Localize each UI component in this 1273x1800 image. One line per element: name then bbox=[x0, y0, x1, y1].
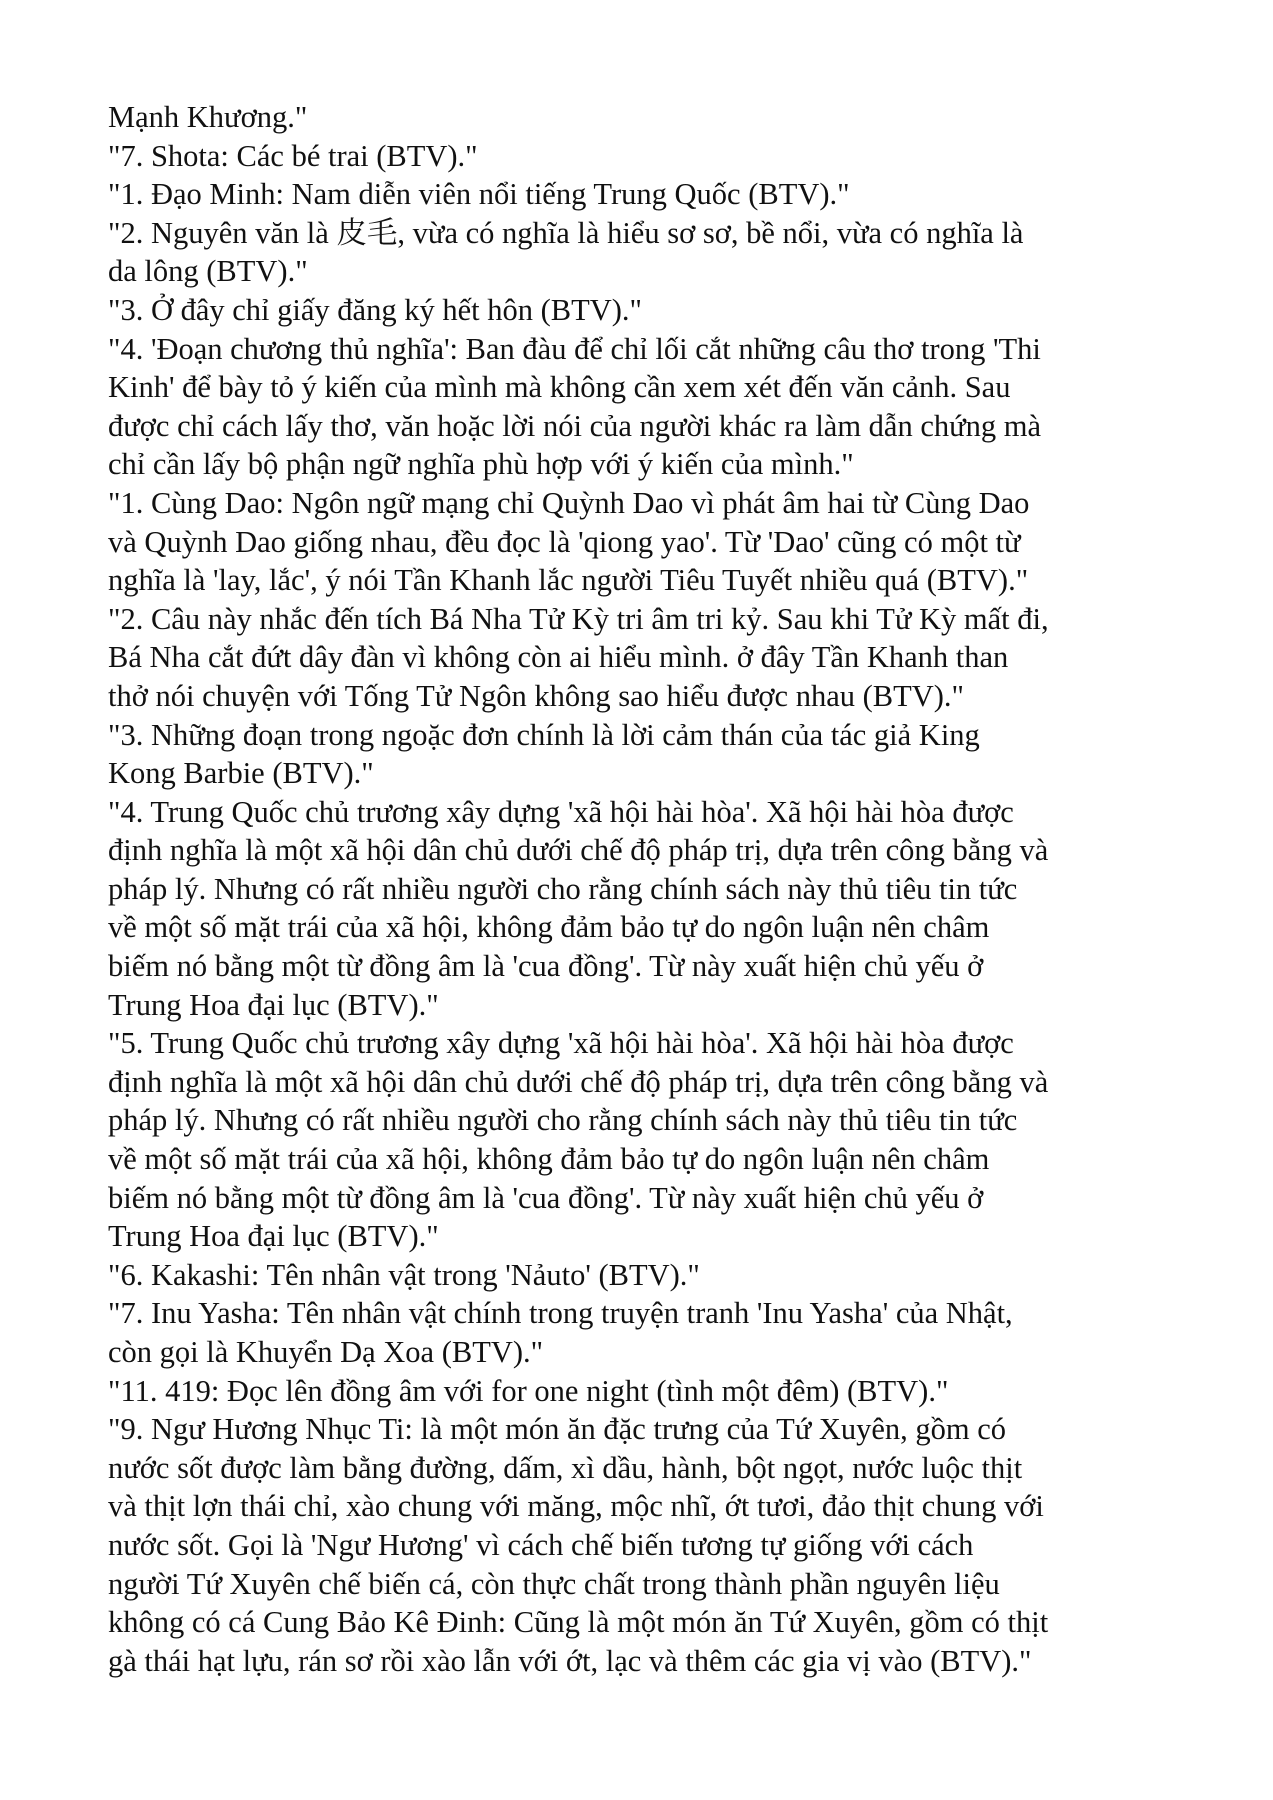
text-line: Trung Hoa đại lục (BTV)." bbox=[108, 987, 439, 1022]
text-line: "3. Ở đây chỉ giấy đăng ký hết hôn (BTV)." bbox=[108, 292, 642, 327]
text-line: Kong Barbie (BTV)." bbox=[108, 756, 374, 791]
text-line: biếm nó bằng một từ đồng âm là 'cua đồng'. Từ này xuất hiện chủ yếu ở bbox=[108, 949, 984, 984]
text-line: không có cá Cung Bảo Kê Đinh: Cũng là một món ăn Tứ Xuyên, gồm có thịt bbox=[108, 1605, 1049, 1640]
text-line: "1. Đạo Minh: Nam diễn viên nổi tiếng Trung Quốc (BTV)." bbox=[108, 177, 850, 212]
text-line: pháp lý. Nhưng có rất nhiều người cho rằng chính sách này thủ tiêu tin tức bbox=[108, 1103, 1018, 1138]
text-line: da lông (BTV)." bbox=[108, 254, 308, 289]
text-line: định nghĩa là một xã hội dân chủ dưới chế độ pháp trị, dựa trên công bằng và bbox=[108, 833, 1049, 868]
text-line: thở nói chuyện với Tống Tử Ngôn không sao hiểu được nhau (BTV)." bbox=[108, 678, 965, 713]
text-line: nước sốt được làm bằng đường, dấm, xì dầu, hành, bột ngọt, nước luộc thịt bbox=[108, 1450, 1023, 1485]
text-line: "6. Kakashi: Tên nhân vật trong 'Nảuto' (BTV)." bbox=[108, 1257, 700, 1292]
text-line: "2. Nguyên văn là 皮毛, vừa có nghĩa là hiểu sơ sơ, bề nổi, vừa có nghĩa là bbox=[108, 215, 1024, 250]
text-line: nước sốt. Gọi là 'Ngư Hương' vì cách chế biến tương tự giống với cách bbox=[108, 1527, 974, 1562]
text-line: chỉ cần lấy bộ phận ngữ nghĩa phù hợp với ý kiến của mình." bbox=[108, 447, 854, 482]
text-line: "11. 419: Đọc lên đồng âm với for one night (tình một đêm) (BTV)." bbox=[108, 1373, 949, 1408]
text-line: về một số mặt trái của xã hội, không đảm bảo tự do ngôn luận nên châm bbox=[108, 1142, 990, 1177]
text-line: định nghĩa là một xã hội dân chủ dưới chế độ pháp trị, dựa trên công bằng và bbox=[108, 1064, 1049, 1099]
text-line: "7. Inu Yasha: Tên nhân vật chính trong truyện tranh 'Inu Yasha' của Nhật, bbox=[108, 1296, 1013, 1331]
text-line: "4. Trung Quốc chủ trương xây dựng 'xã hội hài hòa'. Xã hội hài hòa được bbox=[108, 794, 1014, 829]
text-line: còn gọi là Khuyển Dạ Xoa (BTV)." bbox=[108, 1335, 544, 1369]
text-line: Kinh' để bày tỏ ý kiến của mình mà không cần xem xét đến văn cảnh. Sau bbox=[108, 370, 1011, 405]
text-line: Bá Nha cắt đứt dây đàn vì không còn ai hiểu mình. ở đây Tần Khanh than bbox=[108, 640, 1009, 675]
text-line: "3. Những đoạn trong ngoặc đơn chính là lời cảm thán của tác giả King bbox=[108, 717, 980, 752]
text-line: nghĩa là 'lay, lắc', ý nói Tần Khanh lắc người Tiêu Tuyết nhiều quá (BTV)." bbox=[108, 563, 1029, 598]
text-line: "9. Ngư Hương Nhục Ti: là một món ăn đặc trưng của Tứ Xuyên, gồm có bbox=[108, 1412, 1007, 1447]
text-line: Trung Hoa đại lục (BTV)." bbox=[108, 1219, 439, 1254]
text-line: "7. Shota: Các bé trai (BTV)." bbox=[108, 138, 478, 173]
text-line: "4. 'Đoạn chương thủ nghĩa': Ban đàu để chỉ lối cắt những câu thơ trong 'Thi bbox=[108, 331, 1041, 366]
text-line: "5. Trung Quốc chủ trương xây dựng 'xã hội hài hòa'. Xã hội hài hòa được bbox=[108, 1026, 1014, 1061]
text-line: "1. Cùng Dao: Ngôn ngữ mạng chỉ Quỳnh Dao vì phát âm hai từ Cùng Dao bbox=[108, 485, 1030, 520]
text-line: pháp lý. Nhưng có rất nhiều người cho rằng chính sách này thủ tiêu tin tức bbox=[108, 871, 1018, 906]
text-line: biếm nó bằng một từ đồng âm là 'cua đồng'. Từ này xuất hiện chủ yếu ở bbox=[108, 1180, 984, 1215]
text-line: người Tứ Xuyên chế biến cá, còn thực chất trong thành phần nguyên liệu bbox=[108, 1566, 1000, 1601]
text-line: gà thái hạt lựu, rán sơ rồi xào lẫn với ớt, lạc và thêm các gia vị vào (BTV)." bbox=[108, 1643, 1032, 1678]
text-line: và thịt lợn thái chỉ, xào chung với măng, mộc nhĩ, ớt tươi, đảo thịt chung với bbox=[108, 1489, 1044, 1524]
text-line: Mạnh Khương." bbox=[108, 100, 308, 134]
text-line: "2. Câu này nhắc đến tích Bá Nha Tử Kỳ tri âm tri kỷ. Sau khi Tử Kỳ mất đi, bbox=[108, 601, 1049, 636]
text-line: về một số mặt trái của xã hội, không đảm bảo tự do ngôn luận nên châm bbox=[108, 910, 990, 945]
document-page bbox=[108, 98, 1188, 1680]
text-line: được chỉ cách lấy thơ, văn hoặc lời nói của người khác ra làm dẫn chứng mà bbox=[108, 408, 1042, 443]
text-line: và Quỳnh Dao giống nhau, đều đọc là 'qiong yao'. Từ 'Dao' cũng có một từ bbox=[108, 524, 1021, 559]
